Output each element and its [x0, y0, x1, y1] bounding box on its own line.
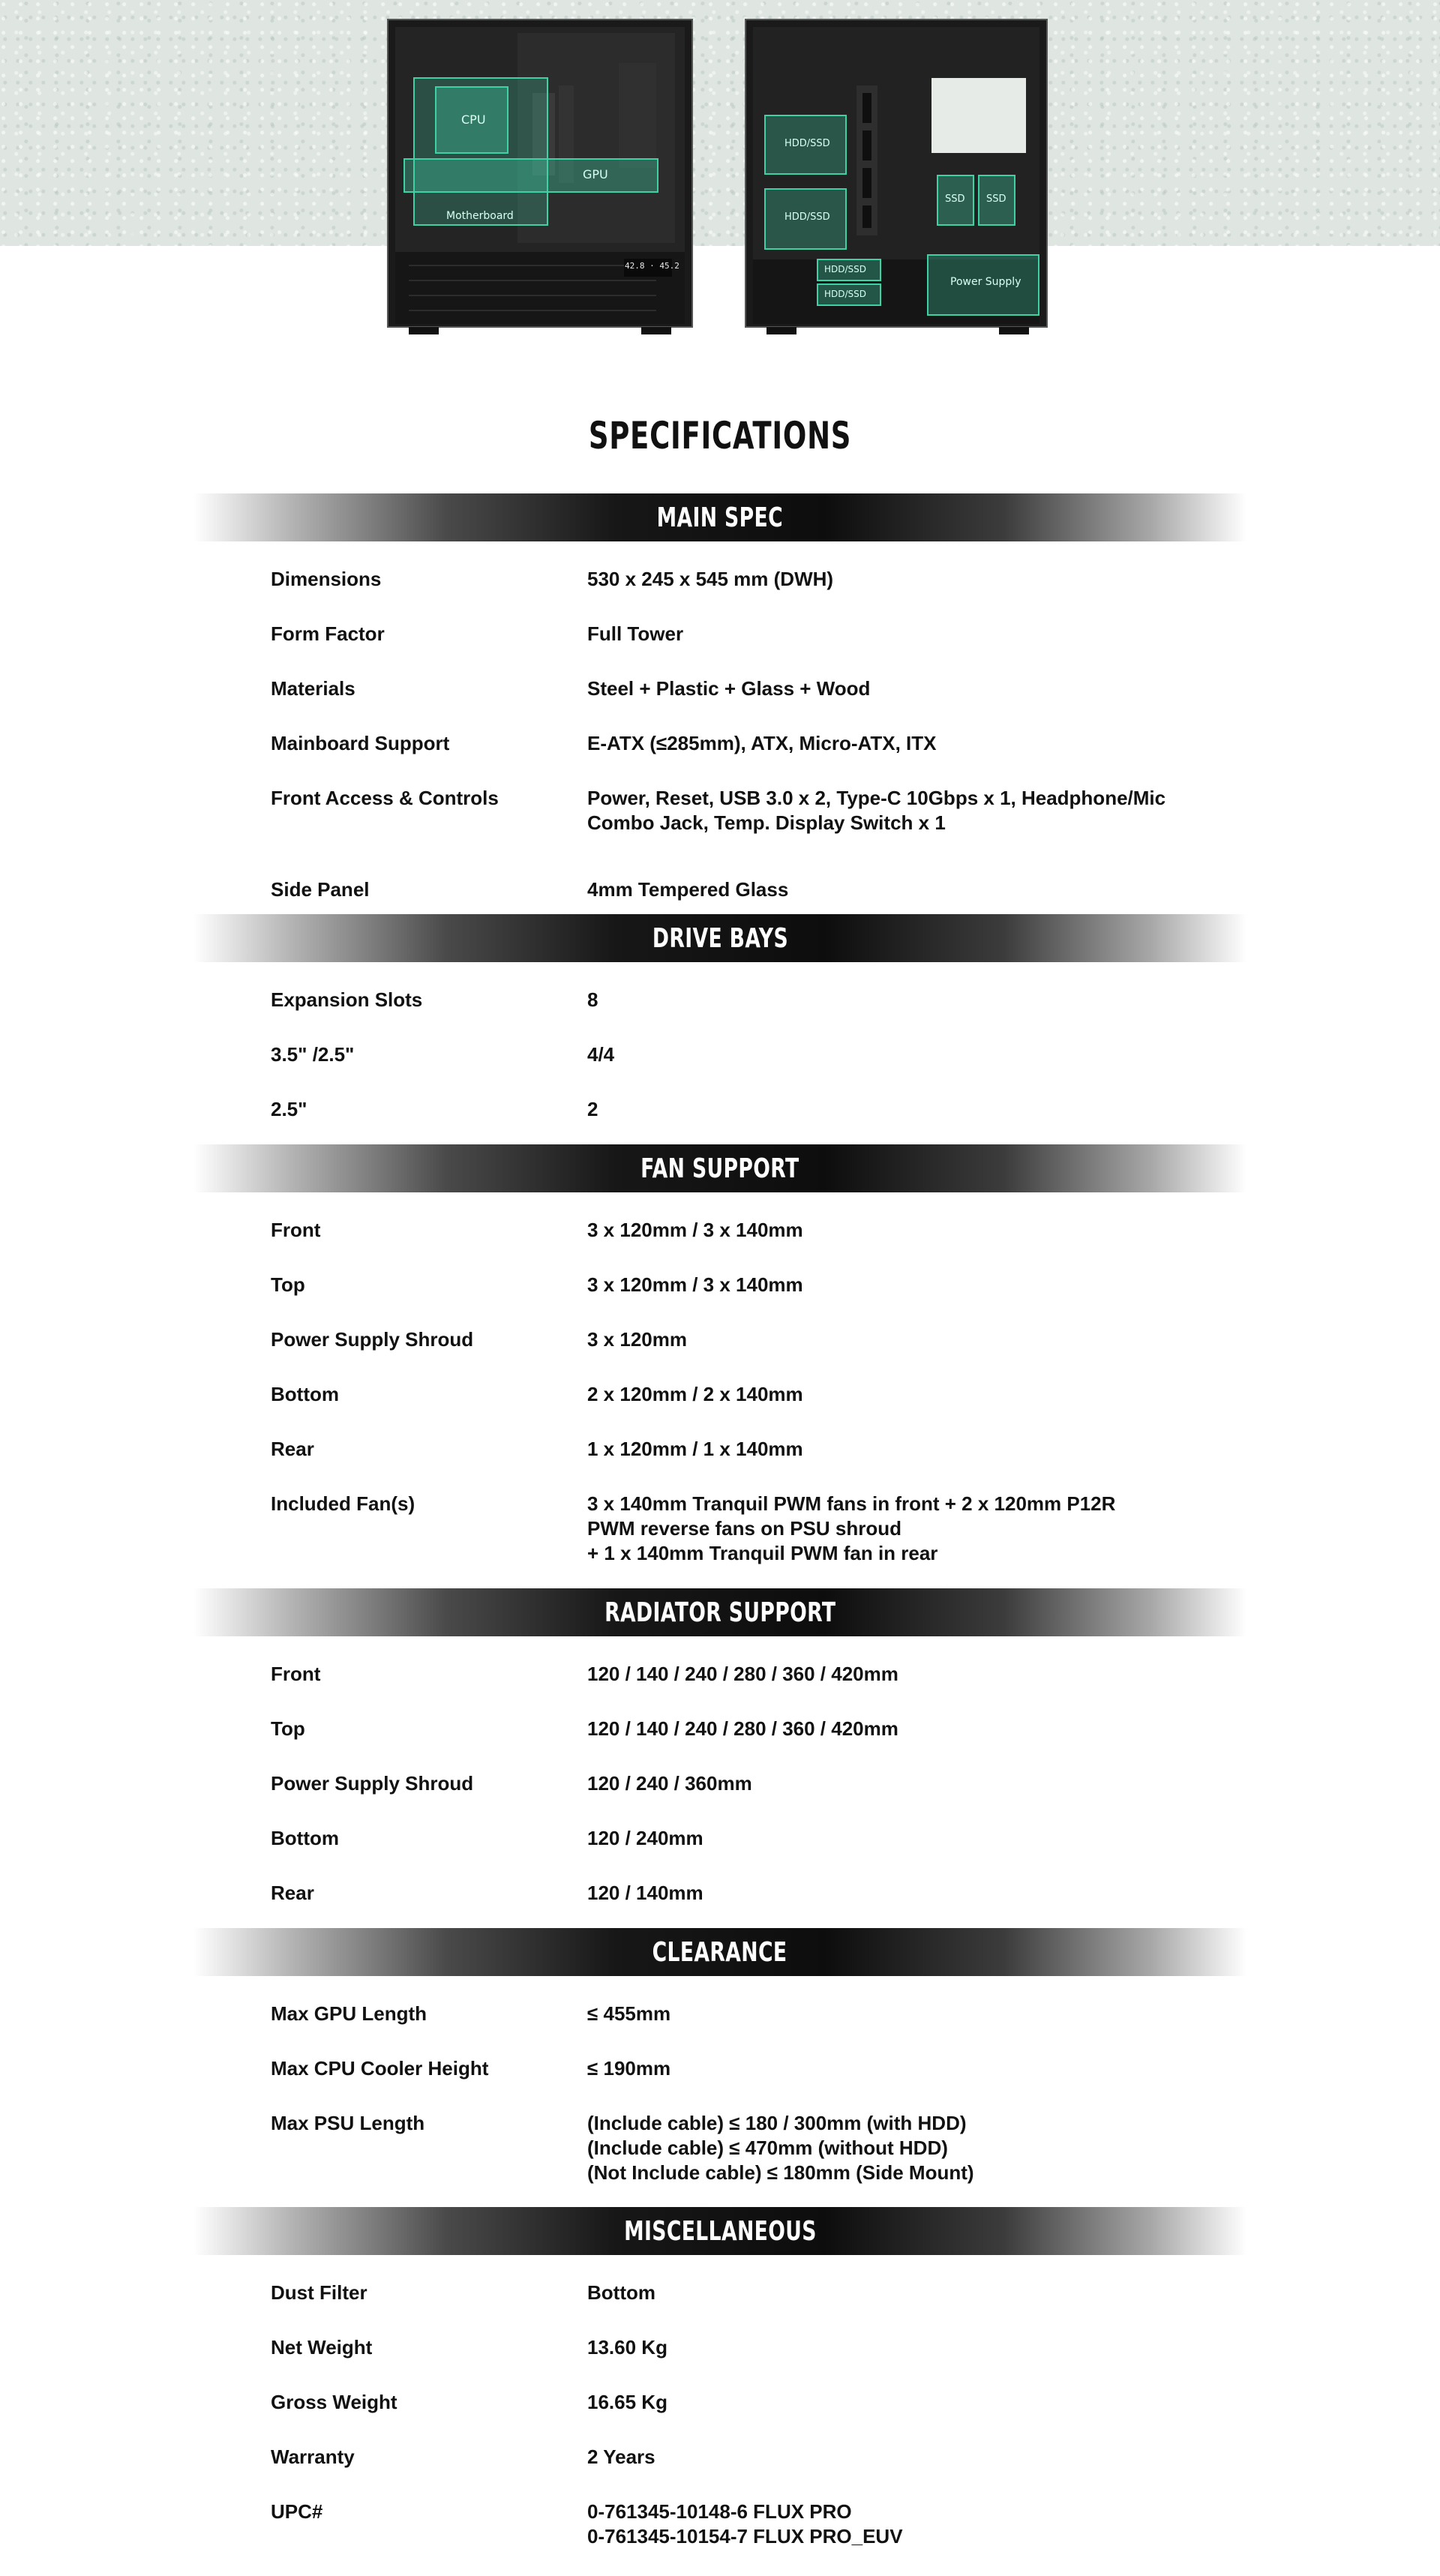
- spec-value: Steel + Plastic + Glass + Wood: [587, 677, 871, 700]
- spec-value: 16.65 Kg: [587, 2391, 668, 2413]
- spec-value: 2 Years: [587, 2446, 656, 2468]
- case-side-view-image: [386, 18, 694, 334]
- page-title: SPECIFICATIONS: [588, 414, 852, 457]
- spec-label: Form Factor: [271, 622, 385, 645]
- section-header: [194, 1144, 1246, 1192]
- spec-label: Mainboard Support: [271, 732, 450, 754]
- spec-label: Expansion Slots: [271, 988, 423, 1011]
- case-back-view-image: [744, 18, 1056, 334]
- section-title: MAIN SPEC: [656, 502, 784, 533]
- spec-value: 3 x 140mm Tranquil PWM fans in front + 2 x 120mm P12R PWM reverse fans on PSU shroud + 1 x 140mm Tranquil PWM fan in rear: [587, 1492, 1116, 1564]
- spec-label: UPC#: [271, 2500, 323, 2523]
- spec-value: 120 / 240 / 360mm: [587, 1772, 752, 1795]
- spec-value: 3 x 120mm: [587, 1328, 687, 1351]
- spec-label: 3.5" /2.5": [271, 1043, 355, 1066]
- spec-value: 0-761345-10148-6 FLUX PRO 0-761345-10154-7 FLUX PRO_EUV: [587, 2500, 903, 2548]
- spec-value: 3 x 120mm / 3 x 140mm: [587, 1273, 803, 1296]
- spec-label: Max CPU Cooler Height: [271, 2057, 489, 2080]
- spec-label: Included Fan(s): [271, 1492, 416, 1515]
- spec-value: 120 / 140 / 240 / 280 / 360 / 420mm: [587, 1663, 898, 1685]
- section-header: [194, 493, 1246, 541]
- spec-value: (Include cable) ≤ 180 / 300mm (with HDD) (Include cable) ≤ 470mm (without HDD) (Not Include cable) ≤ 180mm (Side Mount): [587, 2112, 974, 2184]
- spec-label: Rear: [271, 1882, 314, 1904]
- spec-label: Warranty: [271, 2446, 355, 2468]
- spec-label: Power Supply Shroud: [271, 1772, 474, 1795]
- spec-label: Materials: [271, 677, 356, 700]
- spec-value: E-ATX (≤285mm), ATX, Micro-ATX, ITX: [587, 732, 937, 754]
- motherboard-zone-label: Motherboard: [446, 210, 514, 222]
- power-supply-zone-label: Power Supply: [950, 276, 1022, 288]
- cpu-zone-label: CPU: [461, 112, 486, 127]
- hdd-ssd-zone-label-4: HDD/SSD: [824, 289, 867, 299]
- spec-label: Rear: [271, 1438, 314, 1460]
- ssd-zone-label-2: SSD: [986, 193, 1006, 205]
- spec-label: Gross Weight: [271, 2391, 398, 2413]
- spec-value: 120 / 140 / 240 / 280 / 360 / 420mm: [587, 1717, 898, 1740]
- spec-label: Dust Filter: [271, 2281, 368, 2304]
- spec-value: 13.60 Kg: [587, 2336, 668, 2359]
- spec-label: Front Access & Controls: [271, 787, 499, 809]
- spec-label: Top: [271, 1273, 305, 1296]
- spec-label: Top: [271, 1717, 305, 1740]
- spec-value: ≤ 455mm: [587, 2002, 671, 2025]
- spec-label: Side Panel: [271, 878, 370, 901]
- hero-background: [0, 0, 1440, 246]
- spec-label: Dimensions: [271, 568, 382, 590]
- spec-value: 120 / 240mm: [587, 1827, 704, 1849]
- spec-value: Power, Reset, USB 3.0 x 2, Type-C 10Gbps x 1, Headphone/Mic Combo Jack, Temp. Display Switch x 1: [587, 787, 1166, 834]
- spec-value: 1 x 120mm / 1 x 140mm: [587, 1438, 803, 1460]
- section-title: DRIVE BAYS: [652, 922, 788, 954]
- spec-value: 3 x 120mm / 3 x 140mm: [587, 1219, 803, 1241]
- spec-label: Max GPU Length: [271, 2002, 428, 2025]
- spec-label: Net Weight: [271, 2336, 373, 2359]
- spec-label: Front: [271, 1219, 321, 1241]
- spec-value: 120 / 140mm: [587, 1882, 704, 1904]
- section-header: [194, 914, 1246, 962]
- hdd-ssd-zone-label-2: HDD/SSD: [784, 211, 830, 223]
- section-title: RADIATOR SUPPORT: [604, 1597, 836, 1628]
- hdd-ssd-zone-label-3: HDD/SSD: [824, 264, 867, 274]
- spec-label: Bottom: [271, 1827, 339, 1849]
- section-header: [194, 1928, 1246, 1976]
- spec-label: Max PSU Length: [271, 2112, 425, 2134]
- ssd-zone-label-1: SSD: [945, 193, 965, 205]
- spec-label: Power Supply Shroud: [271, 1328, 474, 1351]
- gpu-zone-label: GPU: [583, 167, 608, 181]
- spec-label: Bottom: [271, 1383, 339, 1405]
- spec-value: 530 x 245 x 545 mm (DWH): [587, 568, 834, 590]
- section-title: FAN SUPPORT: [640, 1153, 800, 1184]
- spec-value: 4mm Tempered Glass: [587, 878, 789, 901]
- spec-value: Bottom: [587, 2281, 656, 2304]
- spec-value: 2: [587, 1098, 598, 1120]
- spec-value: 8: [587, 988, 598, 1011]
- spec-label: Front: [271, 1663, 321, 1685]
- hdd-ssd-zone-label-1: HDD/SSD: [784, 138, 830, 149]
- spec-value: 4/4: [587, 1043, 615, 1066]
- spec-value: 2 x 120mm / 2 x 140mm: [587, 1383, 803, 1405]
- temp-display-readout: 42.8 · 45.2: [625, 261, 680, 271]
- spec-value: Full Tower: [587, 622, 684, 645]
- section-title: CLEARANCE: [652, 1936, 788, 1968]
- section-title: MISCELLANEOUS: [623, 2215, 817, 2247]
- section-header: [194, 2207, 1246, 2255]
- section-header: [194, 1588, 1246, 1636]
- spec-value: ≤ 190mm: [587, 2057, 671, 2080]
- spec-label: 2.5": [271, 1098, 308, 1120]
